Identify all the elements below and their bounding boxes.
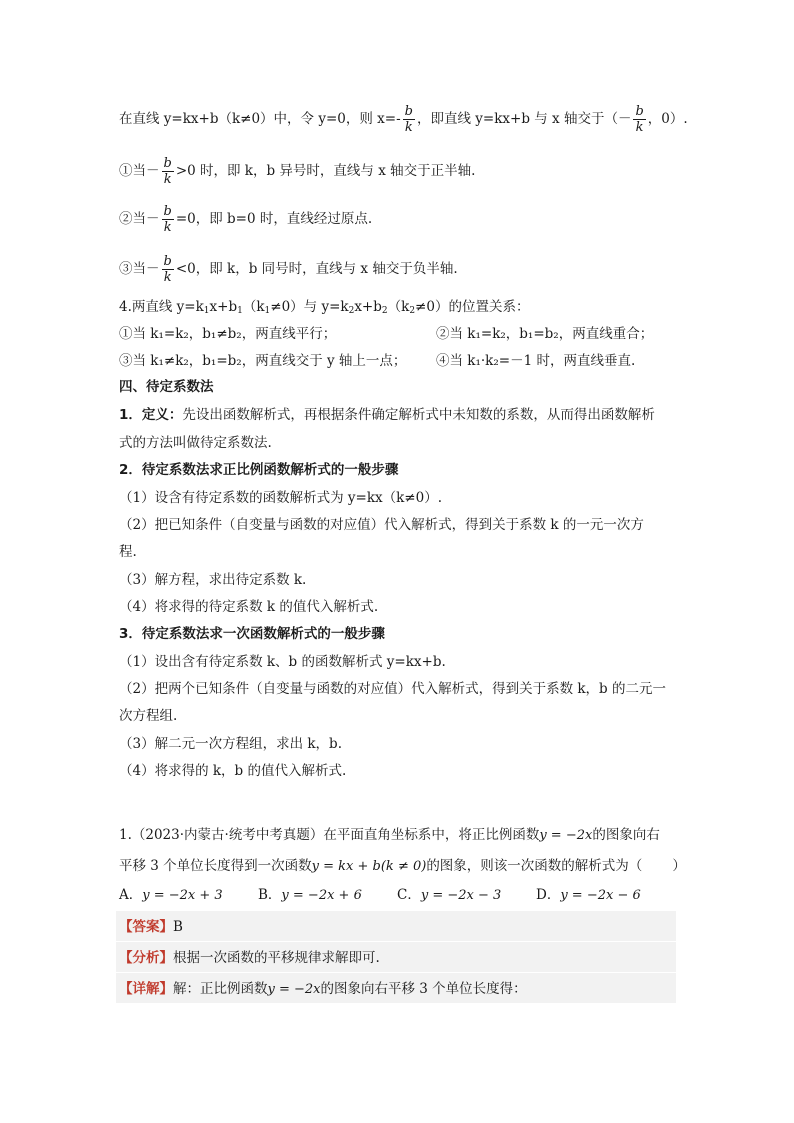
option-b[interactable]: B．y = −2x + 6 bbox=[258, 887, 362, 903]
intercept-case-1: ①当－ $\frac{b}{k}$ >0 时，即 k，b 异号时，直线与 x 轴交于正半轴. bbox=[119, 156, 476, 187]
step-2-2: （2）把已知条件（自变量与函数的对应值）代入解析式，得到关于系数 k 的一元一次方 bbox=[119, 517, 644, 533]
detail-tag: 【详解】 bbox=[119, 981, 173, 997]
fraction-b-over-k: $\frac{b}{k}$ bbox=[163, 204, 172, 235]
step-2-1: （1）设含有待定系数的函数解析式为 y=kx（k≠0）. bbox=[119, 490, 442, 506]
analysis-tag: 【分析】 bbox=[119, 950, 173, 966]
step-3-2: （2）把两个已知条件（自变量与函数的对应值）代入解析式，得到关于系数 k，b 的二元一 bbox=[119, 681, 666, 697]
relation-item-intersect: ③当 k₁≠k₂，b₁=b₂，两直线交于 y 轴上一点； bbox=[119, 353, 407, 369]
answer-value: B bbox=[173, 919, 183, 935]
step-3-2-cont: 次方程组. bbox=[119, 708, 178, 724]
relation-item-perpendicular: ④当 k₁·k₂=－1 时，两直线垂直. bbox=[436, 353, 636, 369]
intercept-text-1: 在直线 y=kx+b（k≠0）中，令 y=0，则 x=- bbox=[119, 111, 401, 127]
step-3-4: （4）将求得的 k，b 的值代入解析式. bbox=[119, 763, 347, 779]
question-line-2: 平移 3 个单位长度得到一次函数y = kx + b(k ≠ 0)的图象，则该一次函数的解析式为（ ） bbox=[119, 858, 686, 874]
answer-tag: 【答案】 bbox=[119, 919, 173, 935]
intercept-statement bbox=[119, 104, 688, 135]
definition-line-2: 式的方法叫做待定系数法. bbox=[119, 435, 272, 451]
fraction-b-over-k: $\frac{b}{k}$ bbox=[163, 156, 172, 187]
relation-item-parallel: ①当 k₁=k₂，b₁≠b₂，两直线平行； bbox=[119, 326, 337, 342]
answer-line bbox=[119, 918, 183, 936]
step-3-3: （3）解二元一次方程组，求出 k，b. bbox=[119, 736, 342, 752]
step-2-2-cont: 程. bbox=[119, 544, 137, 560]
definition-line-1: 1．定义：先设出函数解析式，再根据条件确定解析式中未知数的系数，从而得出函数解析 bbox=[119, 407, 655, 423]
relation-title: 4.两直线 $y=k_1x+b_1(k_1\ne 0)$与 $y=k_2x+b_2(k_2\ne 0)$的位置关系： bbox=[119, 299, 530, 316]
option-a[interactable]: A．y = −2x + 3 bbox=[119, 887, 223, 903]
detail-line: 【详解】解：正比例函数y = −2x的图象向右平移 3 个单位长度得： bbox=[119, 981, 527, 997]
fraction-b-over-k: $\frac{b}{k}$ bbox=[404, 104, 413, 135]
step-2-4: （4）将求得的待定系数 k 的值代入解析式. bbox=[119, 599, 379, 615]
question-line-1: 1.（2023·内蒙古·统考中考真题）在平面直角坐标系中，将正比例函数y = −2x的图象向右 bbox=[119, 827, 660, 843]
fraction-b-over-k: $\frac{b}{k}$ bbox=[635, 104, 644, 135]
relation-item-coincide: ②当 k₁=k₂，b₁=b₂，两直线重合； bbox=[436, 326, 654, 342]
analysis-line: 【分析】根据一次函数的平移规律求解即可. bbox=[119, 950, 380, 966]
intercept-case-2: ②当－ $\frac{b}{k}$ =0，即 b=0 时，直线经过原点. bbox=[119, 204, 373, 235]
subheading-linear: 3．待定系数法求一次函数解析式的一般步骤 bbox=[119, 626, 385, 642]
option-d[interactable]: D．y = −2x − 6 bbox=[536, 887, 641, 903]
intercept-case-3: ③当－ $\frac{b}{k}$ <0，即 k，b 同号时，直线与 x 轴交于负半轴. bbox=[119, 254, 458, 285]
fraction-b-over-k: $\frac{b}{k}$ bbox=[163, 254, 172, 285]
intercept-text-3: ，0）. bbox=[647, 111, 688, 127]
intercept-text-2: ，即直线 y=kx+b 与 x 轴交于（－ bbox=[416, 111, 632, 127]
section-heading: 四、待定系数法 bbox=[119, 379, 214, 395]
subheading-proportional: 2．待定系数法求正比例函数解析式的一般步骤 bbox=[119, 462, 399, 478]
answer-row-bg bbox=[116, 911, 676, 941]
step-2-3: （3）解方程，求出待定系数 k. bbox=[119, 572, 307, 588]
option-c[interactable]: C．y = −2x − 3 bbox=[397, 887, 502, 903]
step-3-1: （1）设出含有待定系数 k、b 的函数解析式 y=kx+b. bbox=[119, 654, 446, 670]
